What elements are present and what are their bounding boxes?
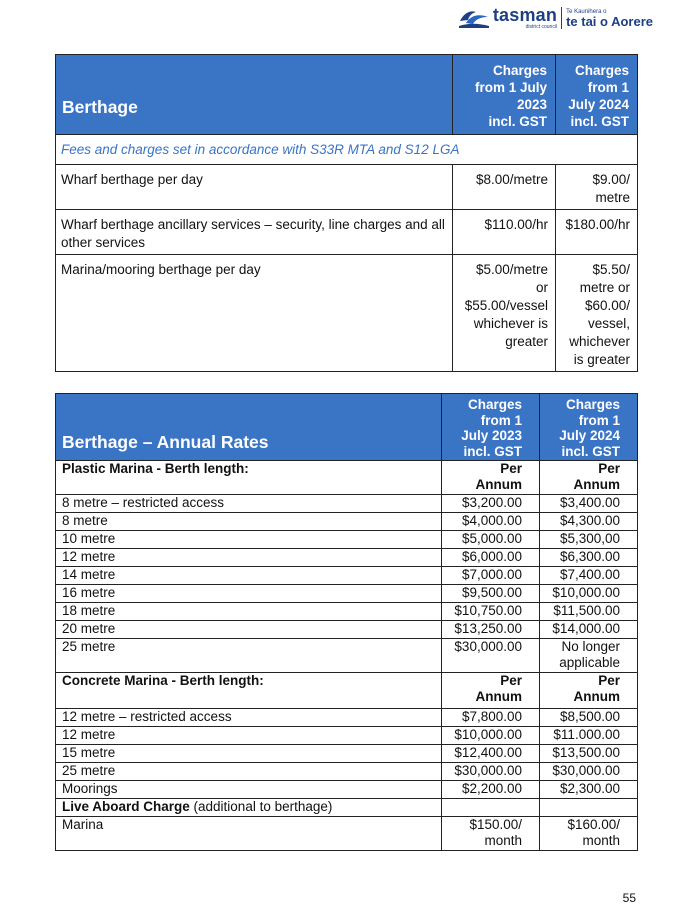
logo-maori-big: te tai o Aorere [566,13,653,29]
charge-2023: $5,000.00 [442,531,540,549]
berthage-title: Berthage [56,55,453,135]
charge-2024: $6,300.00 [540,549,638,567]
row-label: 8 metre – restricted access [56,495,442,513]
charge-2024: No longer applicable [540,639,638,673]
table-row [56,709,638,727]
table-row [56,210,638,255]
charge-2023: $8.00/metre [453,165,556,210]
row-label: Wharf berthage ancillary services – security, line charges and all other services [56,210,453,255]
row-label: 14 metre [56,567,442,585]
charge-2024: $5,300,00 [540,531,638,549]
charge-2024: $11.000.00 [540,727,638,745]
logo-wordmark [493,6,557,30]
charge-2024: $13,500.00 [540,745,638,763]
table-row [56,781,638,799]
table-row [56,727,638,745]
charge-2024: $8,500.00 [540,709,638,727]
charge-2024: $3,400.00 [540,495,638,513]
charge-2023: $3,200.00 [442,495,540,513]
live-aboard-row [56,799,638,817]
live-aboard-label: Live Aboard Charge (additional to berthage) [56,799,442,817]
charge-2023: $10,000.00 [442,727,540,745]
charge-2024: $180.00/hr [556,210,638,255]
col-2023-header: Charges from 1 July 2023 incl. GST [453,55,556,135]
charge-2024: $9.00/ metre [556,165,638,210]
charge-2024: $14,000.00 [540,621,638,639]
charge-2024: $30,000.00 [540,763,638,781]
col-2024-header: Charges from 1 July 2024 incl. GST [556,55,638,135]
table-row [56,531,638,549]
per-annum-2024: Per Annum [540,673,638,709]
row-label: 18 metre [56,603,442,621]
per-annum-2023: Per Annum [442,673,540,709]
charge-2023: $30,000.00 [442,639,540,673]
berthage-table [55,54,638,372]
table-row [56,585,638,603]
logo-sub: district council [525,24,558,30]
plastic-marina-header: Plastic Marina - Berth length: [56,461,442,495]
row-label: 10 metre [56,531,442,549]
wave-logo-icon [458,7,490,29]
charge-2023: $6,000.00 [442,549,540,567]
table-row [56,549,638,567]
row-label: 12 metre [56,549,442,567]
table-row [56,495,638,513]
row-label: 25 metre [56,763,442,781]
charge-2024: $160.00/ month [540,817,638,851]
council-logo [458,4,653,32]
col-2023-header: Charges from 1 July 2023 incl. GST [442,394,540,461]
annual-header-row [56,394,638,461]
row-label: 20 metre [56,621,442,639]
table-row [56,603,638,621]
charge-2024: $7,400.00 [540,567,638,585]
charge-2023: $13,250.00 [442,621,540,639]
charge-2023: $7,800.00 [442,709,540,727]
logo-divider [561,7,562,29]
row-label: Moorings [56,781,442,799]
charge-2023: $110.00/hr [453,210,556,255]
charge-2023: $150.00/ month [442,817,540,851]
row-label: Marina [56,817,442,851]
table-row [56,817,638,851]
charge-2023: $30,000.00 [442,763,540,781]
charge-2023: $2,200.00 [442,781,540,799]
charge-2024: $10,000.00 [540,585,638,603]
charge-2024: $2,300.00 [540,781,638,799]
row-label: 16 metre [56,585,442,603]
row-label: Marina/mooring berthage per day [56,255,453,372]
row-label: 12 metre [56,727,442,745]
fees-note: Fees and charges set in accordance with S33R MTA and S12 LGA [56,135,638,165]
concrete-header-row [56,673,638,709]
note-row [56,135,638,165]
page-number: 55 [622,891,636,905]
table-row [56,255,638,372]
table-row [56,763,638,781]
logo-maori-small: Te Kaunihera o [566,8,607,15]
per-annum-2024: Per Annum [540,461,638,495]
row-label: 25 metre [56,639,442,673]
table-row [56,621,638,639]
berthage-header-row [56,55,638,135]
table-row [56,513,638,531]
charge-2023: $7,000.00 [442,567,540,585]
row-label: 8 metre [56,513,442,531]
row-label: Wharf berthage per day [56,165,453,210]
annual-rates-table [55,393,638,851]
table-row [56,639,638,673]
table-row [56,567,638,585]
row-label: 15 metre [56,745,442,763]
logo-maori [566,9,653,28]
plastic-header-row [56,461,638,495]
table-row [56,165,638,210]
col-2024-header: Charges from 1 July 2024 incl. GST [540,394,638,461]
empty-cell [540,799,638,817]
charge-2024: $5.50/ metre or $60.00/ vessel, whichever is greater [556,255,638,372]
charge-2023: $9,500.00 [442,585,540,603]
annual-rates-title: Berthage – Annual Rates [56,394,442,461]
table-row [56,745,638,763]
concrete-marina-header: Concrete Marina - Berth length: [56,673,442,709]
charge-2024: $11,500.00 [540,603,638,621]
empty-cell [442,799,540,817]
row-label: 12 metre – restricted access [56,709,442,727]
per-annum-2023: Per Annum [442,461,540,495]
charge-2023: $4,000.00 [442,513,540,531]
charge-2023: $10,750.00 [442,603,540,621]
charge-2024: $4,300.00 [540,513,638,531]
logo-name: tasman [492,5,558,25]
charge-2023: $12,400.00 [442,745,540,763]
charge-2023: $5.00/metre or $55.00/vessel whichever is greater [453,255,556,372]
